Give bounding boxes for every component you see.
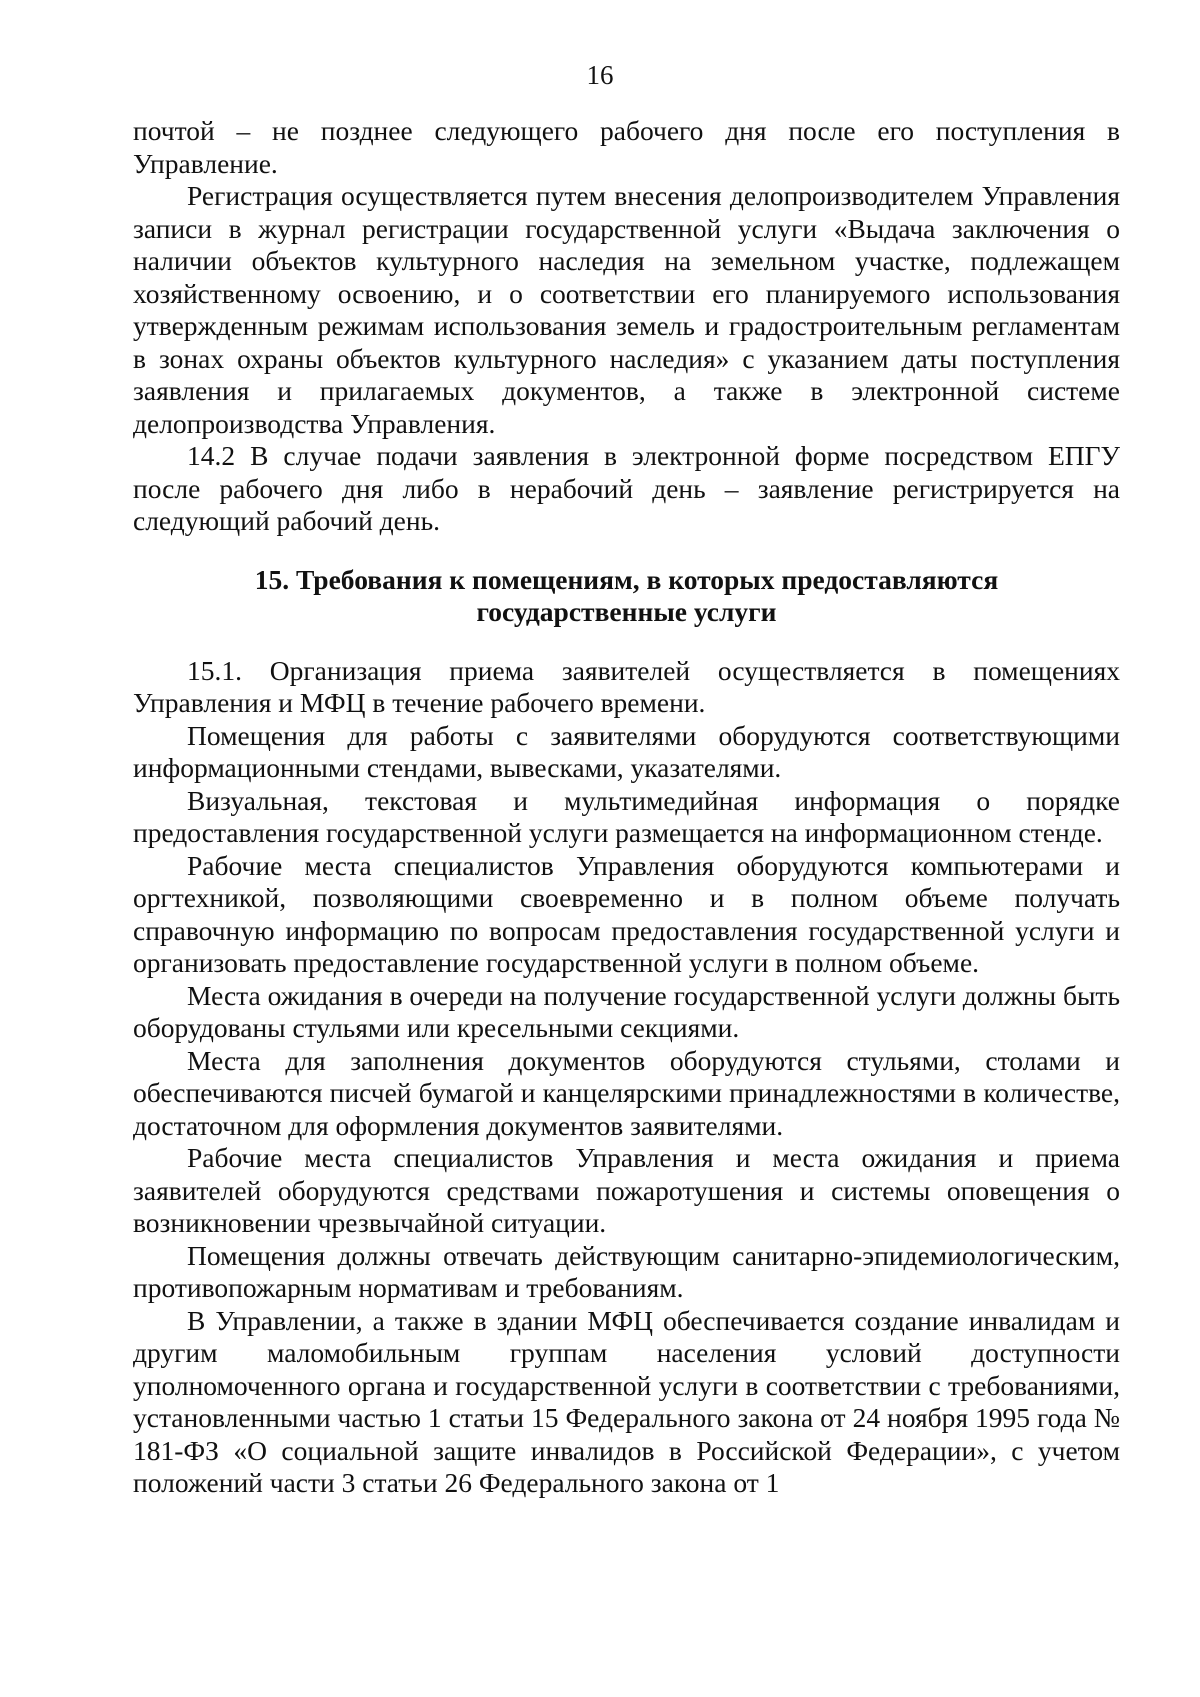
paragraph: Помещения должны отвечать действующим санитарно-эпидемиологическим, противопожарным нормативам и требованиям. [133, 1239, 1120, 1303]
paragraph: 14.2 В случае подачи заявления в электронной форме посредством ЕПГУ после рабочего дня либо в нерабочий день – заявление регистрируется на следующий рабочий день. [133, 440, 1120, 536]
paragraphs-before-heading [133, 115, 1120, 538]
paragraph: Места для заполнения документов оборудуются стульями, столами и обеспечиваются писчей бумагой и канцелярскими принадлежностями в количестве, достаточном для оформления документов заявителями. [133, 1044, 1120, 1141]
paragraphs-after-heading [133, 655, 1120, 1500]
paragraph: Визуальная, текстовая и мультимедийная информация о порядке предоставления государственной услуги размещается на информационном стенде. [133, 784, 1120, 848]
paragraph: Рабочие места специалистов Управления оборудуются компьютерами и оргтехникой, позволяющими своевременно и в полном объеме получать справочную информацию по вопросам предоставления государственной услуги и организовать предоставление государственной услуги в полном объеме. [133, 849, 1120, 978]
paragraph: В Управлении, а также в здании МФЦ обеспечивается создание инвалидам и другим маломобильным группам населения условий доступности уполномоченного органа и государственной услуги в соответствии с требованиями, установленными частью 1 статьи 15 Федерального закона от 24 ноября 1995 года № 181-ФЗ «О социальной защите инвалидов в Российской Федерации», с учетом положений части 3 статьи 26 Федерального закона от 1 [133, 1304, 1120, 1498]
section-heading [133, 564, 1120, 628]
section-heading-line: государственные услуги [476, 595, 777, 627]
section-heading-line: 15. Требования к помещениям, в которых предоставляются [254, 563, 999, 595]
paragraph: Помещения для работы с заявителями оборудуются соответствующими информационными стендами, вывесками, указателями. [133, 719, 1120, 783]
paragraph: Рабочие места специалистов Управления и места ожидания и приема заявителей оборудуются средствами пожаротушения и системы оповещения о возникновении чрезвычайной ситуации. [133, 1142, 1120, 1238]
document-body [133, 115, 1120, 1500]
paragraph: Регистрация осуществляется путем внесения делопроизводителем Управления записи в журнал регистрации государственной услуги «Выдача заключения о наличии объектов культурного наследия на земельном участке, подлежащем хозяйственному освоению, и о соответствии его планируемого использования утвержденным режимам использования земель и градостроительным регламентам в зонах охраны объектов культурного наследия» с указанием даты поступления заявления и прилагаемых документов, а также в электронной системе делопроизводства Управления. [133, 180, 1120, 439]
page-number: 16 [586, 60, 614, 90]
paragraph: 15.1. Организация приема заявителей осуществляется в помещениях Управления и МФЦ в течение рабочего времени. [133, 654, 1120, 718]
paragraph: почтой – не позднее следующего рабочего дня после его поступления в Управление. [133, 115, 1120, 179]
paragraph: Места ожидания в очереди на получение государственной услуги должны быть оборудованы стульями или кресельными секциями. [133, 979, 1120, 1043]
